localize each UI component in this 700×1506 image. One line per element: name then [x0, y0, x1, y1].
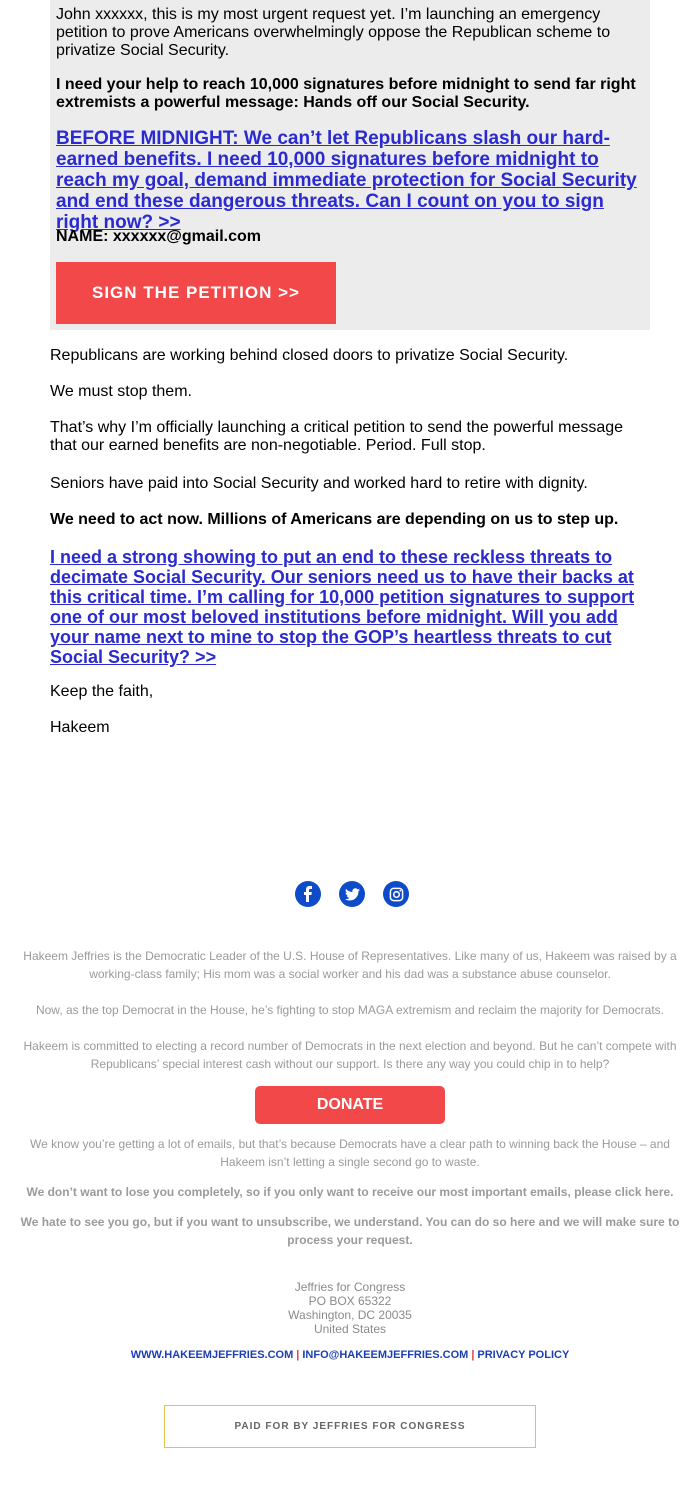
add-name-link[interactable]: I need a strong showing to put an end to these reckless threats to decimate Social Security. Our seniors need us to have their backs at this critical time. I’m calling for 10,000 petition signatures to support one of our most beloved institutions before midnight. Will you add your name next to mine to stop the GOP’s heartless threats to cut Social Security? >>: [50, 547, 635, 667]
website-link[interactable]: WWW.HAKEEMJEFFRIES.COM: [130, 1349, 294, 1361]
unsubscribe-link[interactable]: We hate to see you go, but if you want to unsubscribe, we understand. You can do so here and we will make sure to process your request.: [20, 1215, 680, 1247]
address-line-3: Washington, DC 20035: [288, 1308, 412, 1322]
petition-box: [50, 0, 650, 330]
footer-links: [0, 1349, 700, 1361]
name-line: NAME: xxxxxx@gmail.com: [56, 228, 262, 245]
intro-text: John xxxxxx, this is my most urgent request yet. I’m launching an emergency petition to prove Americans overwhelmingly oppose the Republican scheme to privatize Social Security.: [56, 6, 611, 59]
address-line-1: Jeffries for Congress: [294, 1280, 406, 1294]
link-separator: |: [296, 1349, 300, 1361]
email-link[interactable]: INFO@HAKEEMJEFFRIES.COM: [302, 1349, 469, 1361]
footer-bio: Hakeem Jeffries is the Democratic Leader of the U.S. House of Representatives. Like many of us, Hakeem was raised by a working-class family; His mom was a social worker and his dad was a substance abuse counselor.: [23, 949, 677, 981]
sign-petition-button[interactable]: SIGN THE PETITION >>: [56, 262, 336, 324]
important-emails-link[interactable]: We don’t want to lose you completely, so if you only want to receive our most important emails, please click here.: [26, 1185, 674, 1199]
signature: Hakeem: [50, 719, 110, 736]
facebook-icon[interactable]: [295, 881, 321, 907]
footer-committed: Hakeem is committed to electing a record number of Democrats in the next election and beyond. But he can’t compete with Republicans’ special interest cash without our support. Is there any way you could chip in to help?: [23, 1039, 677, 1071]
body-paragraph-3: That’s why I’m officially launching a critical petition to send the powerful message that our earned benefits are non-negotiable. Period. Full stop.: [50, 419, 624, 454]
instagram-icon[interactable]: [383, 881, 409, 907]
signoff: Keep the faith,: [50, 683, 154, 700]
body-paragraph-2: We must stop them.: [50, 383, 192, 400]
privacy-policy-link[interactable]: PRIVACY POLICY: [477, 1349, 570, 1361]
link-separator: |: [471, 1349, 475, 1361]
address-line-4: United States: [313, 1322, 387, 1336]
before-midnight-link[interactable]: BEFORE MIDNIGHT: We can’t let Republicans slash our hard-earned benefits. I need 10,000 signatures before midnight to reach my goal, demand immediate protection for Social Security and end these dangerous threats. Can I count on you to sign right now? >>: [56, 128, 637, 233]
body-paragraph-5: We need to act now. Millions of Americans are depending on us to step up.: [50, 511, 619, 528]
mailing-address: [200, 1280, 500, 1336]
urgent-message: I need your help to reach 10,000 signatures before midnight to send far right extremists a powerful message: Hands off our Social Security.: [56, 76, 636, 111]
twitter-icon[interactable]: [339, 881, 365, 907]
donate-button[interactable]: DONATE: [255, 1086, 445, 1124]
body-paragraph-1: Republicans are working behind closed doors to privatize Social Security.: [50, 347, 569, 364]
address-line-2: PO BOX 65322: [308, 1294, 392, 1308]
footer-now: Now, as the top Democrat in the House, he’s fighting to stop MAGA extremism and reclaim the majority for Democrats.: [35, 1003, 665, 1017]
paid-for-disclaimer: PAID FOR BY JEFFRIES FOR CONGRESS: [164, 1405, 536, 1448]
body-paragraph-4: Seniors have paid into Social Security and worked hard to retire with dignity.: [50, 475, 588, 492]
footer-emails: We know you’re getting a lot of emails, but that’s because Democrats have a clear path to winning back the House – and Hakeem isn’t letting a single second go to waste.: [30, 1137, 670, 1169]
